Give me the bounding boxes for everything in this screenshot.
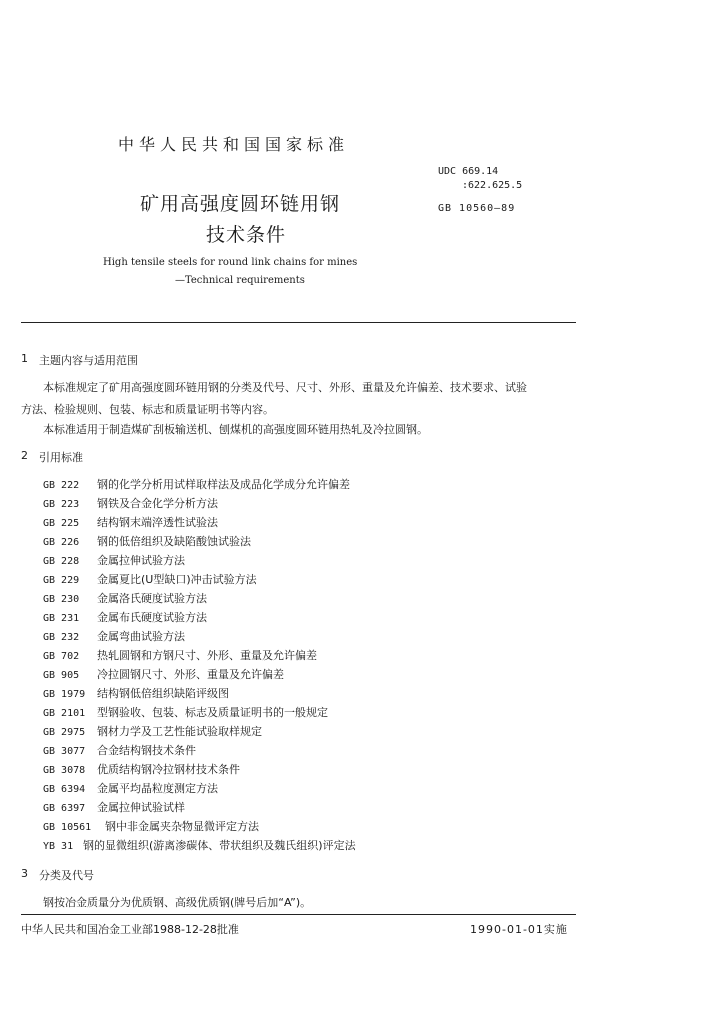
reference-title: 金属弯曲试验方法 <box>97 630 185 643</box>
section-3-number: 3 <box>21 867 28 880</box>
reference-item <box>43 514 218 530</box>
reference-item <box>43 628 185 644</box>
reference-item <box>43 685 229 701</box>
reference-item <box>43 666 284 682</box>
section-2-heading: 引用标准 <box>39 451 83 464</box>
reference-item <box>43 818 259 834</box>
footer-divider <box>21 914 576 915</box>
reference-code: GB 1979 <box>43 689 86 700</box>
reference-item <box>43 761 240 777</box>
reference-code: GB 228 <box>43 556 80 567</box>
reference-title: 钢的低倍组织及缺陷酸蚀试验法 <box>97 535 251 548</box>
reference-code: GB 10561 <box>43 822 92 833</box>
reference-item <box>43 495 218 511</box>
document-title-line2: 技术条件 <box>206 224 287 246</box>
approval-statement: 中华人民共和国冶金工业部1988-12-28批准 <box>21 923 239 936</box>
gb-standard-number: GB 10560—89 <box>438 203 516 214</box>
reference-code: GB 231 <box>43 613 80 624</box>
reference-title: 结构钢低倍组织缺陷评级图 <box>97 687 229 700</box>
section-1-number: 1 <box>21 352 28 365</box>
reference-title: 钢中非金属夹杂物显微评定方法 <box>105 820 259 833</box>
reference-title: 金属布氏硬度试验方法 <box>97 611 207 624</box>
reference-code: GB 222 <box>43 480 80 491</box>
reference-code: GB 3077 <box>43 746 86 757</box>
reference-title: 合金结构钢技术条件 <box>97 744 196 757</box>
reference-code: GB 223 <box>43 499 80 510</box>
section-3-para: 钢按冶金质量分为优质钢、高级优质钢(牌号后加“A”)。 <box>43 896 312 909</box>
reference-item <box>43 742 196 758</box>
reference-item <box>43 647 317 663</box>
reference-title: 钢的显微组织(游离渗碳体、带状组织及魏氏组织)评定法 <box>83 839 356 852</box>
reference-code: GB 226 <box>43 537 80 548</box>
section-3-heading: 分类及代号 <box>39 869 94 882</box>
section-1-para1-line1: 本标准规定了矿用高强度圆环链用钢的分类及代号、尺寸、外形、重量及允许偏差、技术要求、试验 <box>43 381 527 394</box>
national-standard-heading: 中华人民共和国国家标准 <box>118 135 350 154</box>
reference-title: 钢材力学及工艺性能试验取样规定 <box>97 725 262 738</box>
document-title-line1: 矿用高强度圆环链用钢 <box>140 193 341 215</box>
reference-code: GB 2101 <box>43 708 86 719</box>
reference-item <box>43 476 350 492</box>
reference-title: 冷拉圆钢尺寸、外形、重量及允许偏差 <box>97 668 284 681</box>
reference-title: 金属拉伸试验试样 <box>97 801 185 814</box>
effective-date: 1990-01-01实施 <box>470 923 568 936</box>
reference-item <box>43 799 185 815</box>
reference-code: YB 31 <box>43 841 74 852</box>
reference-item <box>43 533 251 549</box>
reference-title: 金属夏比(U型缺口)冲击试验方法 <box>97 573 257 586</box>
section-1-para1-line2: 方法、检验规则、包装、标志和质量证明书等内容。 <box>21 403 274 416</box>
reference-code: GB 232 <box>43 632 80 643</box>
reference-item <box>43 609 207 625</box>
reference-title: 优质结构钢冷拉钢材技术条件 <box>97 763 240 776</box>
reference-item <box>43 552 185 568</box>
reference-item <box>43 723 262 739</box>
reference-code: GB 702 <box>43 651 80 662</box>
reference-code: GB 2975 <box>43 727 86 738</box>
english-title-line1: High tensile steels for round link chains for mines <box>103 257 358 268</box>
reference-code: GB 905 <box>43 670 80 681</box>
reference-code: GB 230 <box>43 594 80 605</box>
udc-code-line2: :622.625.5 <box>462 180 523 191</box>
reference-title: 结构钢末端淬透性试验法 <box>97 516 218 529</box>
reference-title: 金属洛氏硬度试验方法 <box>97 592 207 605</box>
section-2-number: 2 <box>21 449 28 462</box>
reference-code: GB 229 <box>43 575 80 586</box>
reference-title: 热轧圆钢和方钢尺寸、外形、重量及允许偏差 <box>97 649 317 662</box>
reference-title: 型钢验收、包装、标志及质量证明书的一般规定 <box>97 706 328 719</box>
english-title-line2: —Technical requirements <box>175 275 305 286</box>
reference-item <box>43 704 328 720</box>
reference-item <box>43 571 257 587</box>
reference-title: 钢铁及合金化学分析方法 <box>97 497 218 510</box>
section-1-heading: 主题内容与适用范围 <box>39 354 138 367</box>
reference-title: 钢的化学分析用试样取样法及成品化学成分允许偏差 <box>97 478 350 491</box>
reference-item <box>43 837 356 853</box>
header-divider <box>21 322 576 323</box>
reference-title: 金属平均晶粒度测定方法 <box>97 782 218 795</box>
reference-code: GB 6397 <box>43 803 86 814</box>
reference-item <box>43 590 207 606</box>
reference-title: 金属拉伸试验方法 <box>97 554 185 567</box>
section-1-para2: 本标准适用于制造煤矿刮板输送机、刨煤机的高强度圆环链用热轧及冷拉圆钢。 <box>43 423 428 436</box>
reference-code: GB 3078 <box>43 765 86 776</box>
udc-code-line1: UDC 669.14 <box>438 166 499 177</box>
reference-code: GB 225 <box>43 518 80 529</box>
reference-item <box>43 780 218 796</box>
reference-code: GB 6394 <box>43 784 86 795</box>
